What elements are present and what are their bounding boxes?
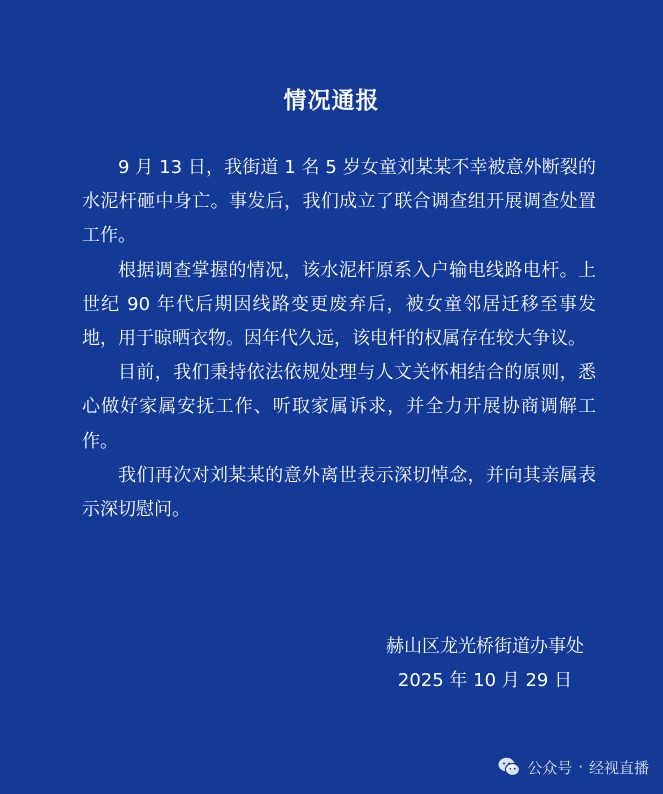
watermark-platform: 公众号	[527, 758, 573, 777]
paragraph-2: 根据调查掌握的情况，该水泥杆原系入户输电线路电杆。上世纪 90 年代后期因线路变更废弃后，被女童邻居迁移至事发地，用于晾晒衣物。因年代久远，该电杆的权属存在较大争议。	[82, 259, 596, 350]
watermark-separator: ·	[578, 758, 583, 776]
issue-date: 2025 年 10 月 29 日	[397, 670, 573, 691]
document-body	[82, 151, 596, 527]
signature-block	[360, 630, 610, 698]
paragraph-1: 9 月 13 日，我街道 1 名 5 岁女童刘某某不幸被意外断裂的水泥杆砸中身亡。事发后，我们成立了联合调查组开展调查处置工作。	[82, 157, 596, 247]
wechat-icon	[497, 756, 521, 778]
document-title: 情况通报	[283, 88, 380, 114]
paragraph-4: 我们再次对刘某某的意外离世表示深切悼念，并向其亲属表示深切慰问。	[82, 464, 596, 521]
issuer-name: 赫山区龙光桥街道办事处	[386, 636, 584, 657]
paragraph-3: 目前，我们秉持依法依规处理与人文关怀相结合的原则，悉心做好家属安抚工作、听取家属诉求，并全力开展协商调解工作。	[82, 362, 596, 452]
watermark-account: 经视直播	[588, 758, 649, 777]
wechat-watermark	[497, 756, 649, 778]
